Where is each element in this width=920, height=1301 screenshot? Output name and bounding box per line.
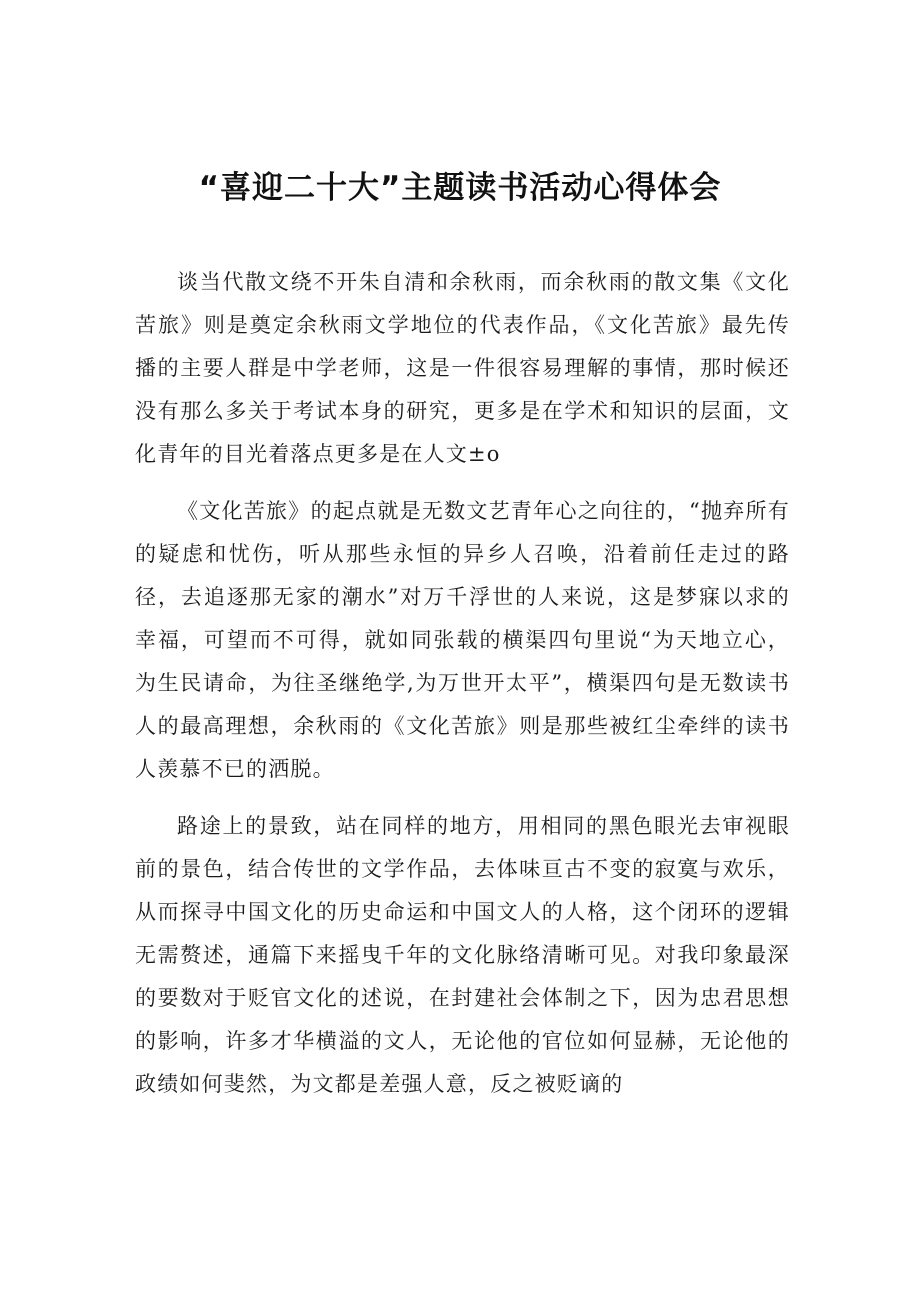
document-body <box>135 261 790 1120</box>
paragraph-1: 谈当代散文绕不开朱自清和余秋雨，而余秋雨的散文集《文化苦旅》则是奠定余秋雨文学地位的代表作品，《文化苦旅》最先传播的主要人群是中学老师，这是一件很容易理解的事情，那时候还没有那么多关于考试本身的研究，更多是在学术和知识的层面，文化青年的目光着落点更多是在人文±o <box>135 270 790 466</box>
document-title: “喜迎二十大”主题读书活动心得体会 <box>198 170 722 206</box>
paragraph-3: 路途上的景致，站在同样的地方，用相同的黑色眼光去审视眼前的景色，结合传世的文学作品，去体味亘古不变的寂寞与欢乐，从而探寻中国文化的历史命运和中国文人的人格，这个闭环的逻辑无需赘述，通篇下来摇曳千年的文化脉络清晰可见。对我印象最深的要数对于贬官文化的述说，在封建社会体制之下，因为忠君思想的影响，许多才华横溢的文人，无论他的官位如何显赫，无论他的政绩如何斐然，为文都是差强人意，反之被贬谪的 <box>135 814 790 1096</box>
paragraph-2: 《文化苦旅》的起点就是无数文艺青年心之向往的，“抛弃所有的疑虑和忧伤，听从那些永恒的异乡人召唤，沿着前任走过的路径，去追逐那无家的潮水”对万千浮世的人来说，这是梦寐以求的幸福，可望而不可得，就如同张载的横渠四句里说“为天地立心，为生民请命，为往圣继绝学,为万世开太平”，横渠四句是无数读书人的最高理想，余秋雨的《文化苦旅》则是那些被红尘牵绊的读书人羡慕不已的洒脱。 <box>135 499 790 781</box>
